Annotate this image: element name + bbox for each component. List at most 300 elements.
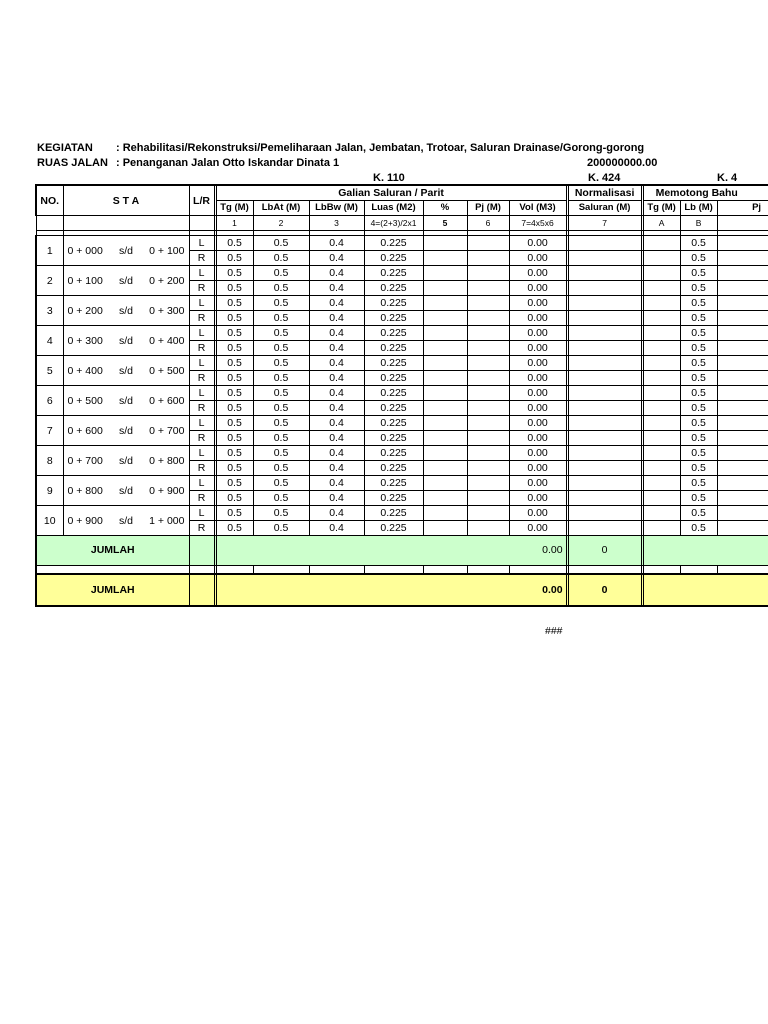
- row-lbbw: 0.4: [309, 311, 364, 326]
- row-lb-b: 0.5: [680, 356, 717, 371]
- row-vol: 0.00: [509, 236, 566, 251]
- row-pj: [467, 401, 509, 416]
- jumlah-row: [36, 574, 768, 606]
- row-saluran: [568, 461, 641, 476]
- sta-range: [64, 364, 189, 378]
- sta-from: 0 + 000: [67, 244, 103, 257]
- table-row: [36, 356, 768, 371]
- row-vol: 0.00: [509, 401, 566, 416]
- row-luas: 0.225: [364, 356, 423, 371]
- row-vol: 0.00: [509, 296, 566, 311]
- row-pj: [467, 296, 509, 311]
- spacer-cell: [309, 566, 364, 575]
- row-tg-b: [643, 311, 680, 326]
- row-luas: 0.225: [364, 416, 423, 431]
- row-saluran: [568, 386, 641, 401]
- row-lr: R: [189, 431, 214, 446]
- sta-sep: s/d: [118, 364, 133, 377]
- row-lbbw: 0.4: [309, 341, 364, 356]
- row-saluran: [568, 431, 641, 446]
- row-saluran: [568, 356, 641, 371]
- row-vol: 0.00: [509, 326, 566, 341]
- row-lbbw: 0.4: [309, 236, 364, 251]
- row-percent: [423, 326, 467, 341]
- row-pj-b: [717, 416, 768, 431]
- row-sta: [63, 326, 189, 356]
- row-lbat: 0.5: [253, 266, 309, 281]
- row-sta: [63, 236, 189, 266]
- row-percent: [423, 506, 467, 521]
- row-vol: 0.00: [509, 416, 566, 431]
- sta-from: 0 + 100: [67, 274, 103, 287]
- row-lbat: 0.5: [253, 521, 309, 536]
- volume-table: [35, 184, 768, 607]
- row-lb-b: 0.5: [680, 461, 717, 476]
- row-tg-b: [643, 401, 680, 416]
- row-tg-b: [643, 326, 680, 341]
- subheader-lbbw: LbBw (M): [309, 201, 364, 216]
- row-saluran: [568, 311, 641, 326]
- row-pj: [467, 281, 509, 296]
- row-percent: [423, 356, 467, 371]
- table-row: [36, 416, 768, 431]
- row-luas: 0.225: [364, 431, 423, 446]
- row-tg-b: [643, 296, 680, 311]
- row-lbat: 0.5: [253, 326, 309, 341]
- row-no: 10: [36, 506, 63, 536]
- code-k424: K. 424: [588, 172, 621, 184]
- row-saluran: [568, 491, 641, 506]
- index-cell-luas: 4=(2+3)/2x1: [364, 216, 423, 231]
- row-percent: [423, 461, 467, 476]
- row-vol: 0.00: [509, 461, 566, 476]
- row-tg-b: [643, 386, 680, 401]
- row-pj: [467, 446, 509, 461]
- row-vol: 0.00: [509, 356, 566, 371]
- row-pj-b: [717, 266, 768, 281]
- subheader-lb-b: Lb (M): [680, 201, 717, 216]
- row-lbbw: 0.4: [309, 431, 364, 446]
- row-saluran: [568, 266, 641, 281]
- sta-from: 0 + 700: [67, 454, 103, 467]
- row-no: 3: [36, 296, 63, 326]
- row-saluran: [568, 341, 641, 356]
- row-lr: R: [189, 521, 214, 536]
- row-vol: 0.00: [509, 281, 566, 296]
- row-vol: 0.00: [509, 491, 566, 506]
- row-vol: 0.00: [509, 476, 566, 491]
- row-saluran: [568, 281, 641, 296]
- row-lr: L: [189, 416, 214, 431]
- row-lr: L: [189, 386, 214, 401]
- row-percent: [423, 341, 467, 356]
- table-row: [36, 266, 768, 281]
- row-lbbw: 0.4: [309, 506, 364, 521]
- row-luas: 0.225: [364, 281, 423, 296]
- row-lbbw: 0.4: [309, 446, 364, 461]
- row-luas: 0.225: [364, 326, 423, 341]
- row-tg-b: [643, 236, 680, 251]
- row-tg: 0.5: [216, 371, 253, 386]
- row-tg: 0.5: [216, 341, 253, 356]
- row-no: 1: [36, 236, 63, 266]
- sta-from: 0 + 200: [67, 304, 103, 317]
- row-percent: [423, 266, 467, 281]
- row-lb-b: 0.5: [680, 521, 717, 536]
- index-cell-tg: 1: [216, 216, 253, 231]
- row-saluran: [568, 326, 641, 341]
- row-lr: R: [189, 401, 214, 416]
- sta-from: 0 + 600: [67, 424, 103, 437]
- row-luas: 0.225: [364, 521, 423, 536]
- sta-range: [64, 514, 189, 528]
- sta-to: 0 + 500: [149, 364, 185, 377]
- header-normalisasi: Normalisasi: [568, 185, 641, 201]
- spacer-cell: [189, 566, 214, 575]
- row-pj-b: [717, 371, 768, 386]
- row-vol: 0.00: [509, 446, 566, 461]
- jumlah-normalisasi-total: 0: [568, 536, 641, 566]
- subheader-saluran: Saluran (M): [568, 201, 641, 216]
- row-sta: [63, 266, 189, 296]
- row-percent: [423, 251, 467, 266]
- row-percent: [423, 371, 467, 386]
- row-pj: [467, 326, 509, 341]
- row-pj: [467, 266, 509, 281]
- sta-from: 0 + 900: [67, 514, 103, 527]
- subheader-pj: Pj (M): [467, 201, 509, 216]
- row-pj: [467, 356, 509, 371]
- row-tg: 0.5: [216, 521, 253, 536]
- header-lr: L/R: [189, 185, 214, 216]
- sta-from: 0 + 400: [67, 364, 103, 377]
- jumlah-lr-empty: [189, 536, 214, 566]
- sta-sep: s/d: [118, 424, 133, 437]
- row-saluran: [568, 476, 641, 491]
- row-percent: [423, 476, 467, 491]
- table-row: [36, 476, 768, 491]
- index-cell-percent: 5: [423, 216, 467, 231]
- table-row: [36, 386, 768, 401]
- sta-range: [64, 454, 189, 468]
- row-tg-b: [643, 266, 680, 281]
- row-lbat: 0.5: [253, 341, 309, 356]
- header-sta: S T A: [63, 185, 189, 216]
- row-luas: 0.225: [364, 476, 423, 491]
- sta-sep: s/d: [118, 244, 133, 257]
- row-no: 4: [36, 326, 63, 356]
- row-lbbw: 0.4: [309, 371, 364, 386]
- row-saluran: [568, 236, 641, 251]
- row-luas: 0.225: [364, 446, 423, 461]
- row-saluran: [568, 506, 641, 521]
- ruas-jalan-value: : Penanganan Jalan Otto Iskandar Dinata 1: [116, 157, 340, 169]
- row-lbat: 0.5: [253, 401, 309, 416]
- row-lbbw: 0.4: [309, 476, 364, 491]
- row-pj: [467, 341, 509, 356]
- sta-to: 1 + 000: [149, 514, 185, 527]
- index-empty-no: [36, 216, 63, 231]
- sta-range: [64, 424, 189, 438]
- row-pj: [467, 386, 509, 401]
- row-luas: 0.225: [364, 236, 423, 251]
- sta-from: 0 + 800: [67, 484, 103, 497]
- jumlah-label: JUMLAH: [36, 574, 189, 606]
- sta-to: 0 + 400: [149, 334, 185, 347]
- row-lbbw: 0.4: [309, 251, 364, 266]
- sta-sep: s/d: [118, 454, 133, 467]
- jumlah-label: JUMLAH: [36, 536, 189, 566]
- subheader-luas: Luas (M2): [364, 201, 423, 216]
- header-galian-saluran: Galian Saluran / Parit: [216, 185, 566, 201]
- row-lbbw: 0.4: [309, 521, 364, 536]
- overflow-marker: ###: [545, 625, 563, 637]
- row-percent: [423, 296, 467, 311]
- row-vol: 0.00: [509, 431, 566, 446]
- row-pj: [467, 506, 509, 521]
- row-vol: 0.00: [509, 311, 566, 326]
- row-lbat: 0.5: [253, 386, 309, 401]
- row-lbbw: 0.4: [309, 491, 364, 506]
- sta-from: 0 + 500: [67, 394, 103, 407]
- row-lb-b: 0.5: [680, 506, 717, 521]
- row-lbat: 0.5: [253, 416, 309, 431]
- row-pj: [467, 461, 509, 476]
- row-lbat: 0.5: [253, 491, 309, 506]
- row-lb-b: 0.5: [680, 236, 717, 251]
- subheader-lbat: LbAt (M): [253, 201, 309, 216]
- row-tg: 0.5: [216, 236, 253, 251]
- row-luas: 0.225: [364, 296, 423, 311]
- row-lbbw: 0.4: [309, 386, 364, 401]
- sta-sep: s/d: [118, 484, 133, 497]
- row-tg-b: [643, 356, 680, 371]
- kegiatan-value: : Rehabilitasi/Rekonstruksi/Pemeliharaan Jalan, Jembatan, Trotoar, Saluran Drainase/Gorong-gorong: [116, 142, 645, 154]
- row-pj-b: [717, 386, 768, 401]
- table-row: [36, 296, 768, 311]
- row-sta: [63, 296, 189, 326]
- row-lr: L: [189, 446, 214, 461]
- row-lb-b: 0.5: [680, 266, 717, 281]
- row-pj: [467, 416, 509, 431]
- row-tg-b: [643, 281, 680, 296]
- row-tg-b: [643, 446, 680, 461]
- row-lb-b: 0.5: [680, 446, 717, 461]
- sta-range: [64, 244, 189, 258]
- row-percent: [423, 491, 467, 506]
- row-lb-b: 0.5: [680, 251, 717, 266]
- row-lbat: 0.5: [253, 371, 309, 386]
- row-vol: 0.00: [509, 506, 566, 521]
- row-tg-b: [643, 371, 680, 386]
- row-tg-b: [643, 476, 680, 491]
- row-lb-b: 0.5: [680, 476, 717, 491]
- spacer-cell: [467, 566, 509, 575]
- row-lbat: 0.5: [253, 461, 309, 476]
- row-pj-b: [717, 281, 768, 296]
- row-no: 8: [36, 446, 63, 476]
- budget-amount: 200000000.00: [587, 157, 658, 169]
- sta-range: [64, 334, 189, 348]
- row-lbbw: 0.4: [309, 461, 364, 476]
- row-lr: R: [189, 341, 214, 356]
- row-saluran: [568, 446, 641, 461]
- row-sta: [63, 446, 189, 476]
- row-pj-b: [717, 251, 768, 266]
- row-no: 9: [36, 476, 63, 506]
- row-lbat: 0.5: [253, 446, 309, 461]
- row-pj: [467, 521, 509, 536]
- row-percent: [423, 431, 467, 446]
- row-tg: 0.5: [216, 461, 253, 476]
- sta-to: 0 + 300: [149, 304, 185, 317]
- subheader-vol: Vol (M3): [509, 201, 566, 216]
- jumlah-memotong-total: [643, 536, 768, 566]
- spacer-cell: [364, 566, 423, 575]
- sta-to: 0 + 600: [149, 394, 185, 407]
- row-pj-b: [717, 446, 768, 461]
- table-row: [36, 446, 768, 461]
- ruas-jalan-label: RUAS JALAN: [37, 157, 108, 169]
- row-lbbw: 0.4: [309, 266, 364, 281]
- row-lr: L: [189, 356, 214, 371]
- row-pj-b: [717, 401, 768, 416]
- spacer-cell: [253, 566, 309, 575]
- row-lb-b: 0.5: [680, 491, 717, 506]
- row-lb-b: 0.5: [680, 431, 717, 446]
- row-saluran: [568, 401, 641, 416]
- row-pj-b: [717, 506, 768, 521]
- header-no: NO.: [36, 185, 63, 216]
- row-lr: R: [189, 461, 214, 476]
- row-tg-b: [643, 506, 680, 521]
- row-pj-b: [717, 461, 768, 476]
- sta-to: 0 + 900: [149, 484, 185, 497]
- table-row: [36, 236, 768, 251]
- spreadsheet-table-area: [35, 184, 768, 624]
- row-saluran: [568, 416, 641, 431]
- table-row: [36, 506, 768, 521]
- row-luas: 0.225: [364, 266, 423, 281]
- row-lb-b: 0.5: [680, 281, 717, 296]
- row-lbat: 0.5: [253, 251, 309, 266]
- row-lb-b: 0.5: [680, 416, 717, 431]
- row-lbat: 0.5: [253, 236, 309, 251]
- row-tg: 0.5: [216, 296, 253, 311]
- sta-sep: s/d: [118, 304, 133, 317]
- row-tg: 0.5: [216, 281, 253, 296]
- row-pj-b: [717, 491, 768, 506]
- row-lbbw: 0.4: [309, 356, 364, 371]
- row-pj: [467, 491, 509, 506]
- spacer-row: [36, 566, 768, 575]
- row-pj: [467, 431, 509, 446]
- row-sta: [63, 356, 189, 386]
- row-no: 2: [36, 266, 63, 296]
- code-k4: K. 4: [717, 172, 738, 184]
- row-luas: 0.225: [364, 311, 423, 326]
- row-lr: L: [189, 266, 214, 281]
- row-tg-b: [643, 491, 680, 506]
- row-lbbw: 0.4: [309, 416, 364, 431]
- row-lb-b: 0.5: [680, 311, 717, 326]
- row-luas: 0.225: [364, 491, 423, 506]
- row-pj: [467, 476, 509, 491]
- row-percent: [423, 386, 467, 401]
- row-lb-b: 0.5: [680, 401, 717, 416]
- row-lbat: 0.5: [253, 356, 309, 371]
- row-tg: 0.5: [216, 311, 253, 326]
- sta-from: 0 + 300: [67, 334, 103, 347]
- row-tg-b: [643, 251, 680, 266]
- row-pj: [467, 371, 509, 386]
- row-pj-b: [717, 521, 768, 536]
- row-tg-b: [643, 431, 680, 446]
- spacer-cell: [680, 566, 717, 575]
- header-memotong-bahu: Memotong Bahu: [643, 185, 768, 201]
- index-cell-pj: 6: [467, 216, 509, 231]
- row-lr: L: [189, 296, 214, 311]
- subheader-tg: Tg (M): [216, 201, 253, 216]
- index-cell-lbat: 2: [253, 216, 309, 231]
- row-sta: [63, 386, 189, 416]
- row-vol: 0.00: [509, 371, 566, 386]
- row-pj-b: [717, 341, 768, 356]
- row-tg: 0.5: [216, 356, 253, 371]
- row-pj-b: [717, 311, 768, 326]
- row-lbat: 0.5: [253, 311, 309, 326]
- index-empty-lr: [189, 216, 214, 231]
- row-vol: 0.00: [509, 521, 566, 536]
- sta-to: 0 + 200: [149, 274, 185, 287]
- row-lr: R: [189, 491, 214, 506]
- row-lbbw: 0.4: [309, 281, 364, 296]
- sta-range: [64, 304, 189, 318]
- subheader-pj-b: Pj: [717, 201, 768, 216]
- row-percent: [423, 236, 467, 251]
- spacer-cell: [717, 566, 768, 575]
- row-lr: R: [189, 281, 214, 296]
- row-tg: 0.5: [216, 401, 253, 416]
- sta-to: 0 + 100: [149, 244, 185, 257]
- subheader-percent: %: [423, 201, 467, 216]
- row-pj: [467, 311, 509, 326]
- row-pj-b: [717, 326, 768, 341]
- row-lr: L: [189, 326, 214, 341]
- row-percent: [423, 416, 467, 431]
- code-k110: K. 110: [373, 172, 405, 184]
- row-lbbw: 0.4: [309, 401, 364, 416]
- table-row: [36, 326, 768, 341]
- row-lbbw: 0.4: [309, 296, 364, 311]
- row-lr: L: [189, 476, 214, 491]
- spacer-cell: [643, 566, 680, 575]
- row-no: 7: [36, 416, 63, 446]
- row-pj-b: [717, 236, 768, 251]
- row-sta: [63, 416, 189, 446]
- index-cell-lb-b: B: [680, 216, 717, 231]
- row-tg-b: [643, 521, 680, 536]
- row-luas: 0.225: [364, 251, 423, 266]
- subheader-tg-b: Tg (M): [643, 201, 680, 216]
- index-cell-tg-b: A: [643, 216, 680, 231]
- row-pj-b: [717, 431, 768, 446]
- index-cell-vol: 7=4x5x6: [509, 216, 566, 231]
- index-cell-lbbw: 3: [309, 216, 364, 231]
- row-saluran: [568, 521, 641, 536]
- row-vol: 0.00: [509, 266, 566, 281]
- row-tg: 0.5: [216, 266, 253, 281]
